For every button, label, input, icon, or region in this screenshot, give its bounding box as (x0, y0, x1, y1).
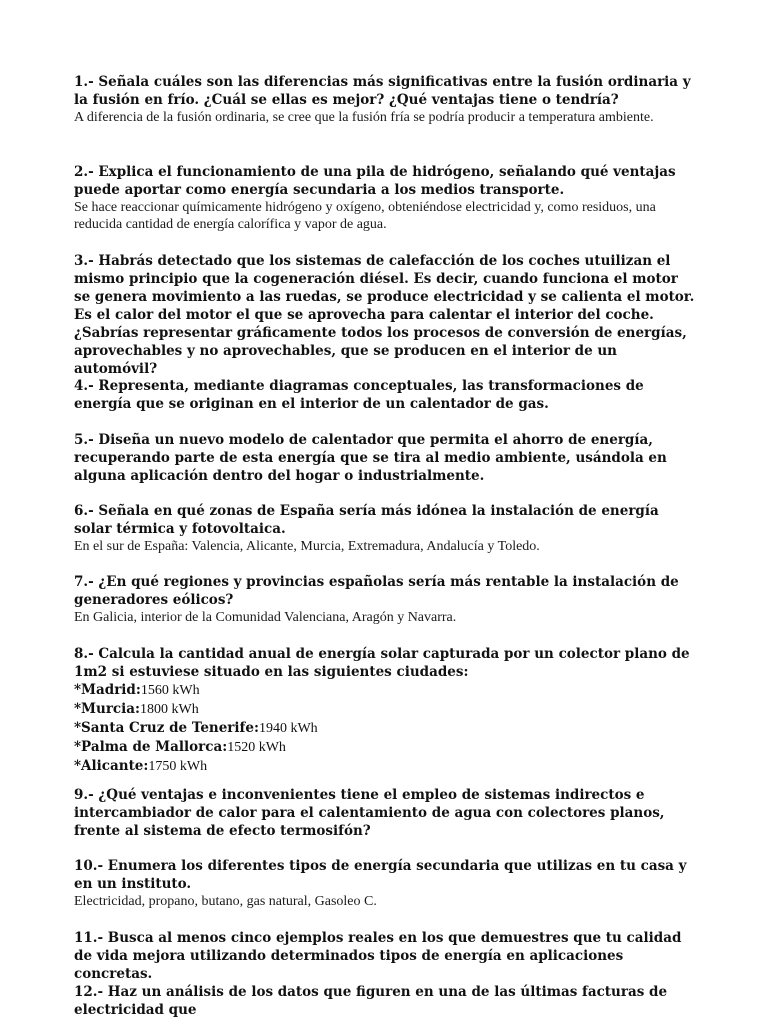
question-8-text: 8.- Calcula la cantidad anual de energía solar capturada por un colector plano de 1m2 si estuviese situado en las siguientes ciudades: (74, 646, 690, 680)
question-block-10 (74, 857, 698, 910)
list-item (74, 719, 698, 738)
answer-6-text: En el sur de España: Valencia, Alicante, Murcia, Extremadura, Andalucía y Toledo. (74, 539, 540, 554)
list-item (74, 700, 698, 719)
question-3-text: 3.- Habrás detectado que los sistemas de calefacción de los coches utuilizan el mismo principio que la cogeneración diésel. Es decir, cuando funciona el motor se genera movimiento a las ruedas, se produce electricidad y se calienta el motor. Es el calor del motor el que se aprovecha para calentar el interior del coche. ¿Sabrías representar gráficamente todos los procesos de conversión de energías, aprovechables y no aprovechables, que se producen en el interior de un automóvil? (74, 253, 695, 377)
question-block-2 (74, 163, 698, 233)
city-name: *Alicante: (74, 758, 149, 774)
city-energy-list (74, 681, 698, 776)
question-10-text: 10.- Enumera los diferentes tipos de energía secundaria que utilizas en tu casa y en un instituto. (74, 858, 687, 892)
question-block-4 (74, 377, 698, 413)
question-block-7 (74, 573, 698, 626)
question-block-12 (74, 983, 698, 1019)
city-value: 1520 kWh (227, 740, 286, 755)
city-value: 1940 kWh (258, 721, 318, 736)
question-block-1 (74, 73, 698, 126)
list-item (74, 681, 698, 700)
question-12-text: 12.- Haz un análisis de los datos que figuren en una de las últimas facturas de electricidad que (74, 984, 668, 1018)
answer-10-text: Electricidad, propano, butano, gas natural, Gasoleo C. (74, 894, 377, 909)
question-4-text: 4.- Representa, mediante diagramas conceptuales, las transformaciones de energía que se originan en el interior de un calentador de gas. (74, 378, 644, 412)
question-1-text: 1.- Señala cuáles son las diferencias más significativas entre la fusión ordinaria y la fusión en frío. ¿Cuál se ellas es mejor? ¿Qué ventajas tiene o tendría? (74, 74, 691, 108)
question-block-6 (74, 502, 698, 555)
city-value: 1560 kWh (140, 683, 200, 698)
city-name: *Murcia: (74, 701, 141, 717)
question-block-9 (74, 786, 698, 840)
list-item (74, 757, 698, 776)
question-5-text: 5.- Diseña un nuevo modelo de calentador que permita el ahorro de energía, recuperando parte de esta energía que se tira al medio ambiente, usándola en alguna aplicación dentro del hogar o industrialmente. (74, 432, 667, 484)
answer-2-text: Se hace reaccionar químicamente hidrógeno y oxígeno, obteniéndose electricidad y, como residuos, una reducida cantidad de energía calorífica y vapor de agua. (74, 200, 656, 232)
question-block-3 (74, 252, 698, 378)
list-item (74, 738, 698, 757)
answer-7-text: En Galicia, interior de la Comunidad Valenciana, Aragón y Navarra. (74, 610, 457, 625)
question-6-text: 6.- Señala en qué zonas de España sería más idónea la instalación de energía solar térmica y fotovoltaica. (74, 503, 659, 537)
question-block-5 (74, 431, 698, 485)
city-name: *Palma de Mallorca: (74, 739, 228, 755)
answer-1-text: A diferencia de la fusión ordinaria, se cree que la fusión fría se podría producir a temperatura ambiente. (74, 110, 654, 125)
question-2-text: 2.- Explica el funcionamiento de una pila de hidrógeno, señalando qué ventajas puede aportar como energía secundaria a los medios transporte. (74, 164, 676, 198)
question-block-8 (74, 645, 698, 776)
city-value: 1800 kWh (140, 702, 199, 717)
question-block-11 (74, 929, 698, 983)
city-value: 1750 kWh (148, 759, 208, 774)
city-name: *Santa Cruz de Tenerife: (74, 720, 259, 736)
question-9-text: 9.- ¿Qué ventajas e inconvenientes tiene el empleo de sistemas indirectos e intercambiador de calor para el calentamiento de agua con colectores planos, frente al sistema de efecto termosifón? (74, 787, 665, 839)
question-11-text: 11.- Busca al menos cinco ejemplos reales en los que demuestres que tu calidad de vida mejora utilizando determinados tipos de energía en aplicaciones concretas. (74, 930, 682, 982)
city-name: *Madrid: (74, 682, 141, 698)
question-7-text: 7.- ¿En qué regiones y provincias españolas sería más rentable la instalación de generadores eólicos? (74, 574, 679, 608)
